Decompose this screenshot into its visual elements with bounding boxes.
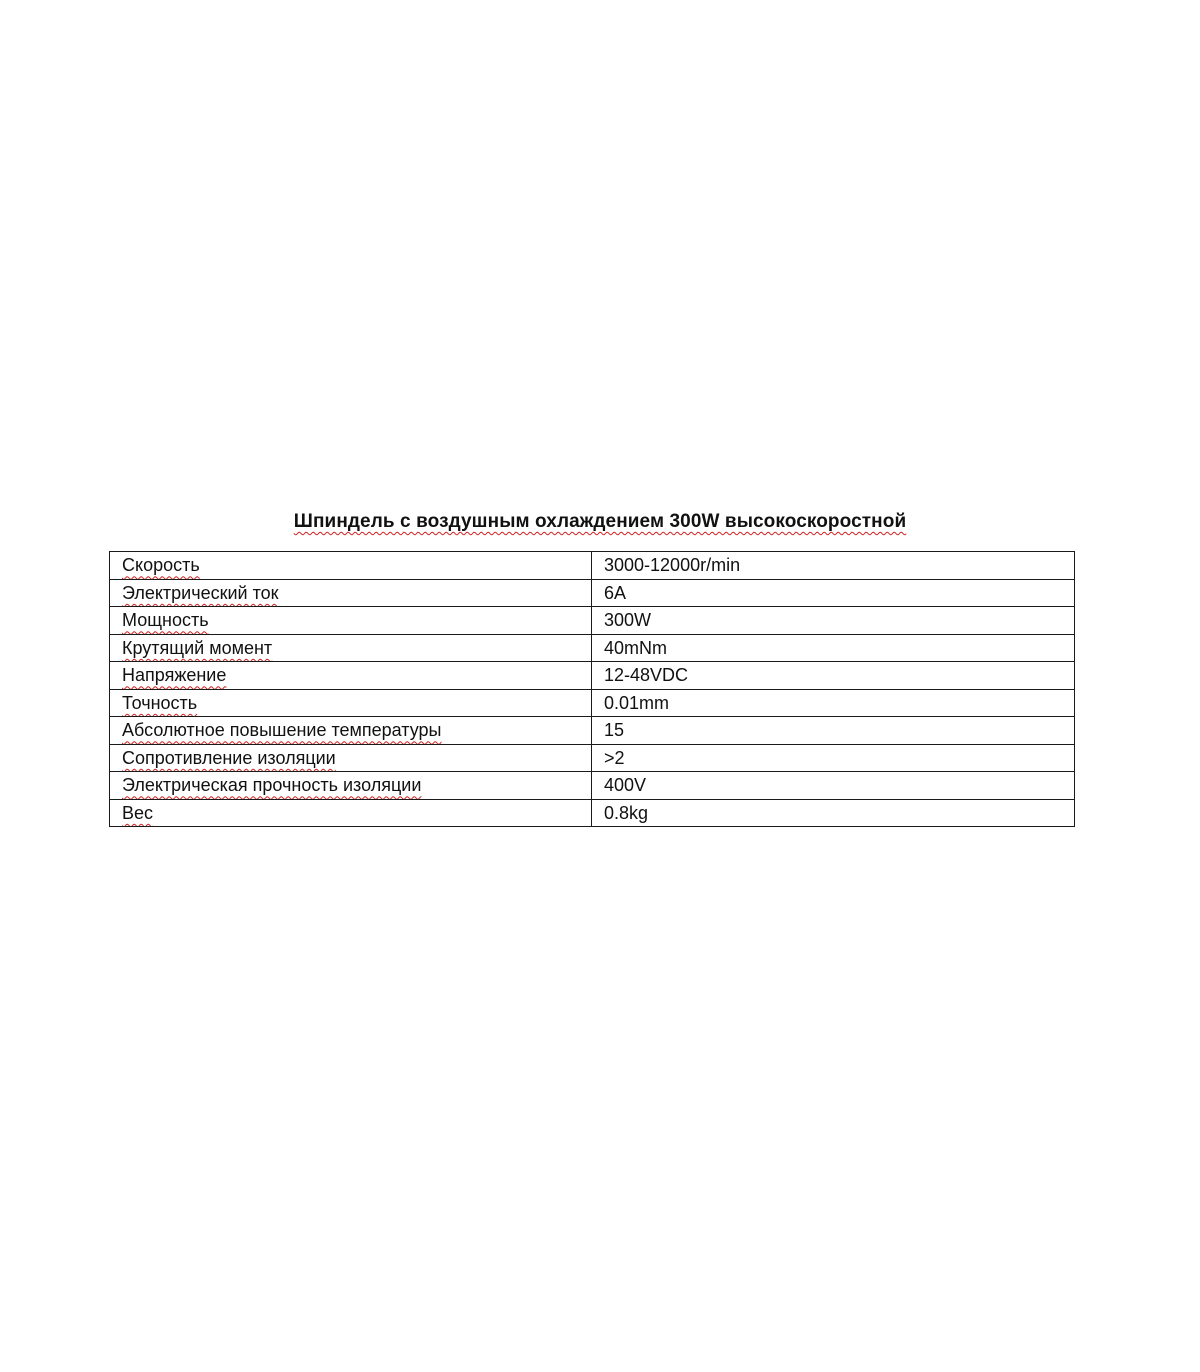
spec-table-body <box>110 552 1075 827</box>
spec-value: 40mNm <box>592 634 1075 662</box>
spec-name: Напряжение <box>122 665 227 686</box>
table-row <box>110 772 1075 800</box>
spec-name-cell <box>110 634 592 662</box>
spec-value: 0.01mm <box>592 689 1075 717</box>
spec-name: Скорость <box>122 555 200 576</box>
spec-name: Крутящий момент <box>122 637 273 658</box>
spec-name: Точность <box>122 692 198 713</box>
spec-value: 3000-12000r/min <box>592 552 1075 580</box>
spec-name-cell <box>110 772 592 800</box>
spec-name: Абсолютное повышение температуры <box>122 720 442 741</box>
document-title <box>0 508 1200 536</box>
spec-table <box>109 551 1075 827</box>
spec-value: 6A <box>592 579 1075 607</box>
table-row <box>110 634 1075 662</box>
table-row <box>110 689 1075 717</box>
spec-name-cell <box>110 744 592 772</box>
table-row <box>110 662 1075 690</box>
spec-value: 0.8kg <box>592 799 1075 827</box>
spec-name: Электрическая прочность изоляции <box>122 775 422 796</box>
spec-name: Сопротивление изоляции <box>122 747 336 768</box>
spec-value: >2 <box>592 744 1075 772</box>
table-row <box>110 744 1075 772</box>
spec-name-cell <box>110 662 592 690</box>
table-row <box>110 717 1075 745</box>
spec-name-cell <box>110 799 592 827</box>
table-row <box>110 552 1075 580</box>
table-row <box>110 799 1075 827</box>
document-title-text: Шпиндель с воздушным охлаждением 300W высокоскоростной <box>293 511 907 532</box>
spec-name: Мощность <box>122 610 209 631</box>
spec-name-cell <box>110 689 592 717</box>
spec-name: Вес <box>122 802 154 823</box>
spec-name-cell <box>110 552 592 580</box>
spec-name-cell <box>110 579 592 607</box>
spec-value: 15 <box>592 717 1075 745</box>
table-row <box>110 607 1075 635</box>
spec-name: Электрический ток <box>122 582 279 603</box>
spec-name-cell <box>110 607 592 635</box>
table-row <box>110 579 1075 607</box>
spec-value: 12-48VDC <box>592 662 1075 690</box>
spec-name-cell <box>110 717 592 745</box>
spec-value: 300W <box>592 607 1075 635</box>
spec-value: 400V <box>592 772 1075 800</box>
